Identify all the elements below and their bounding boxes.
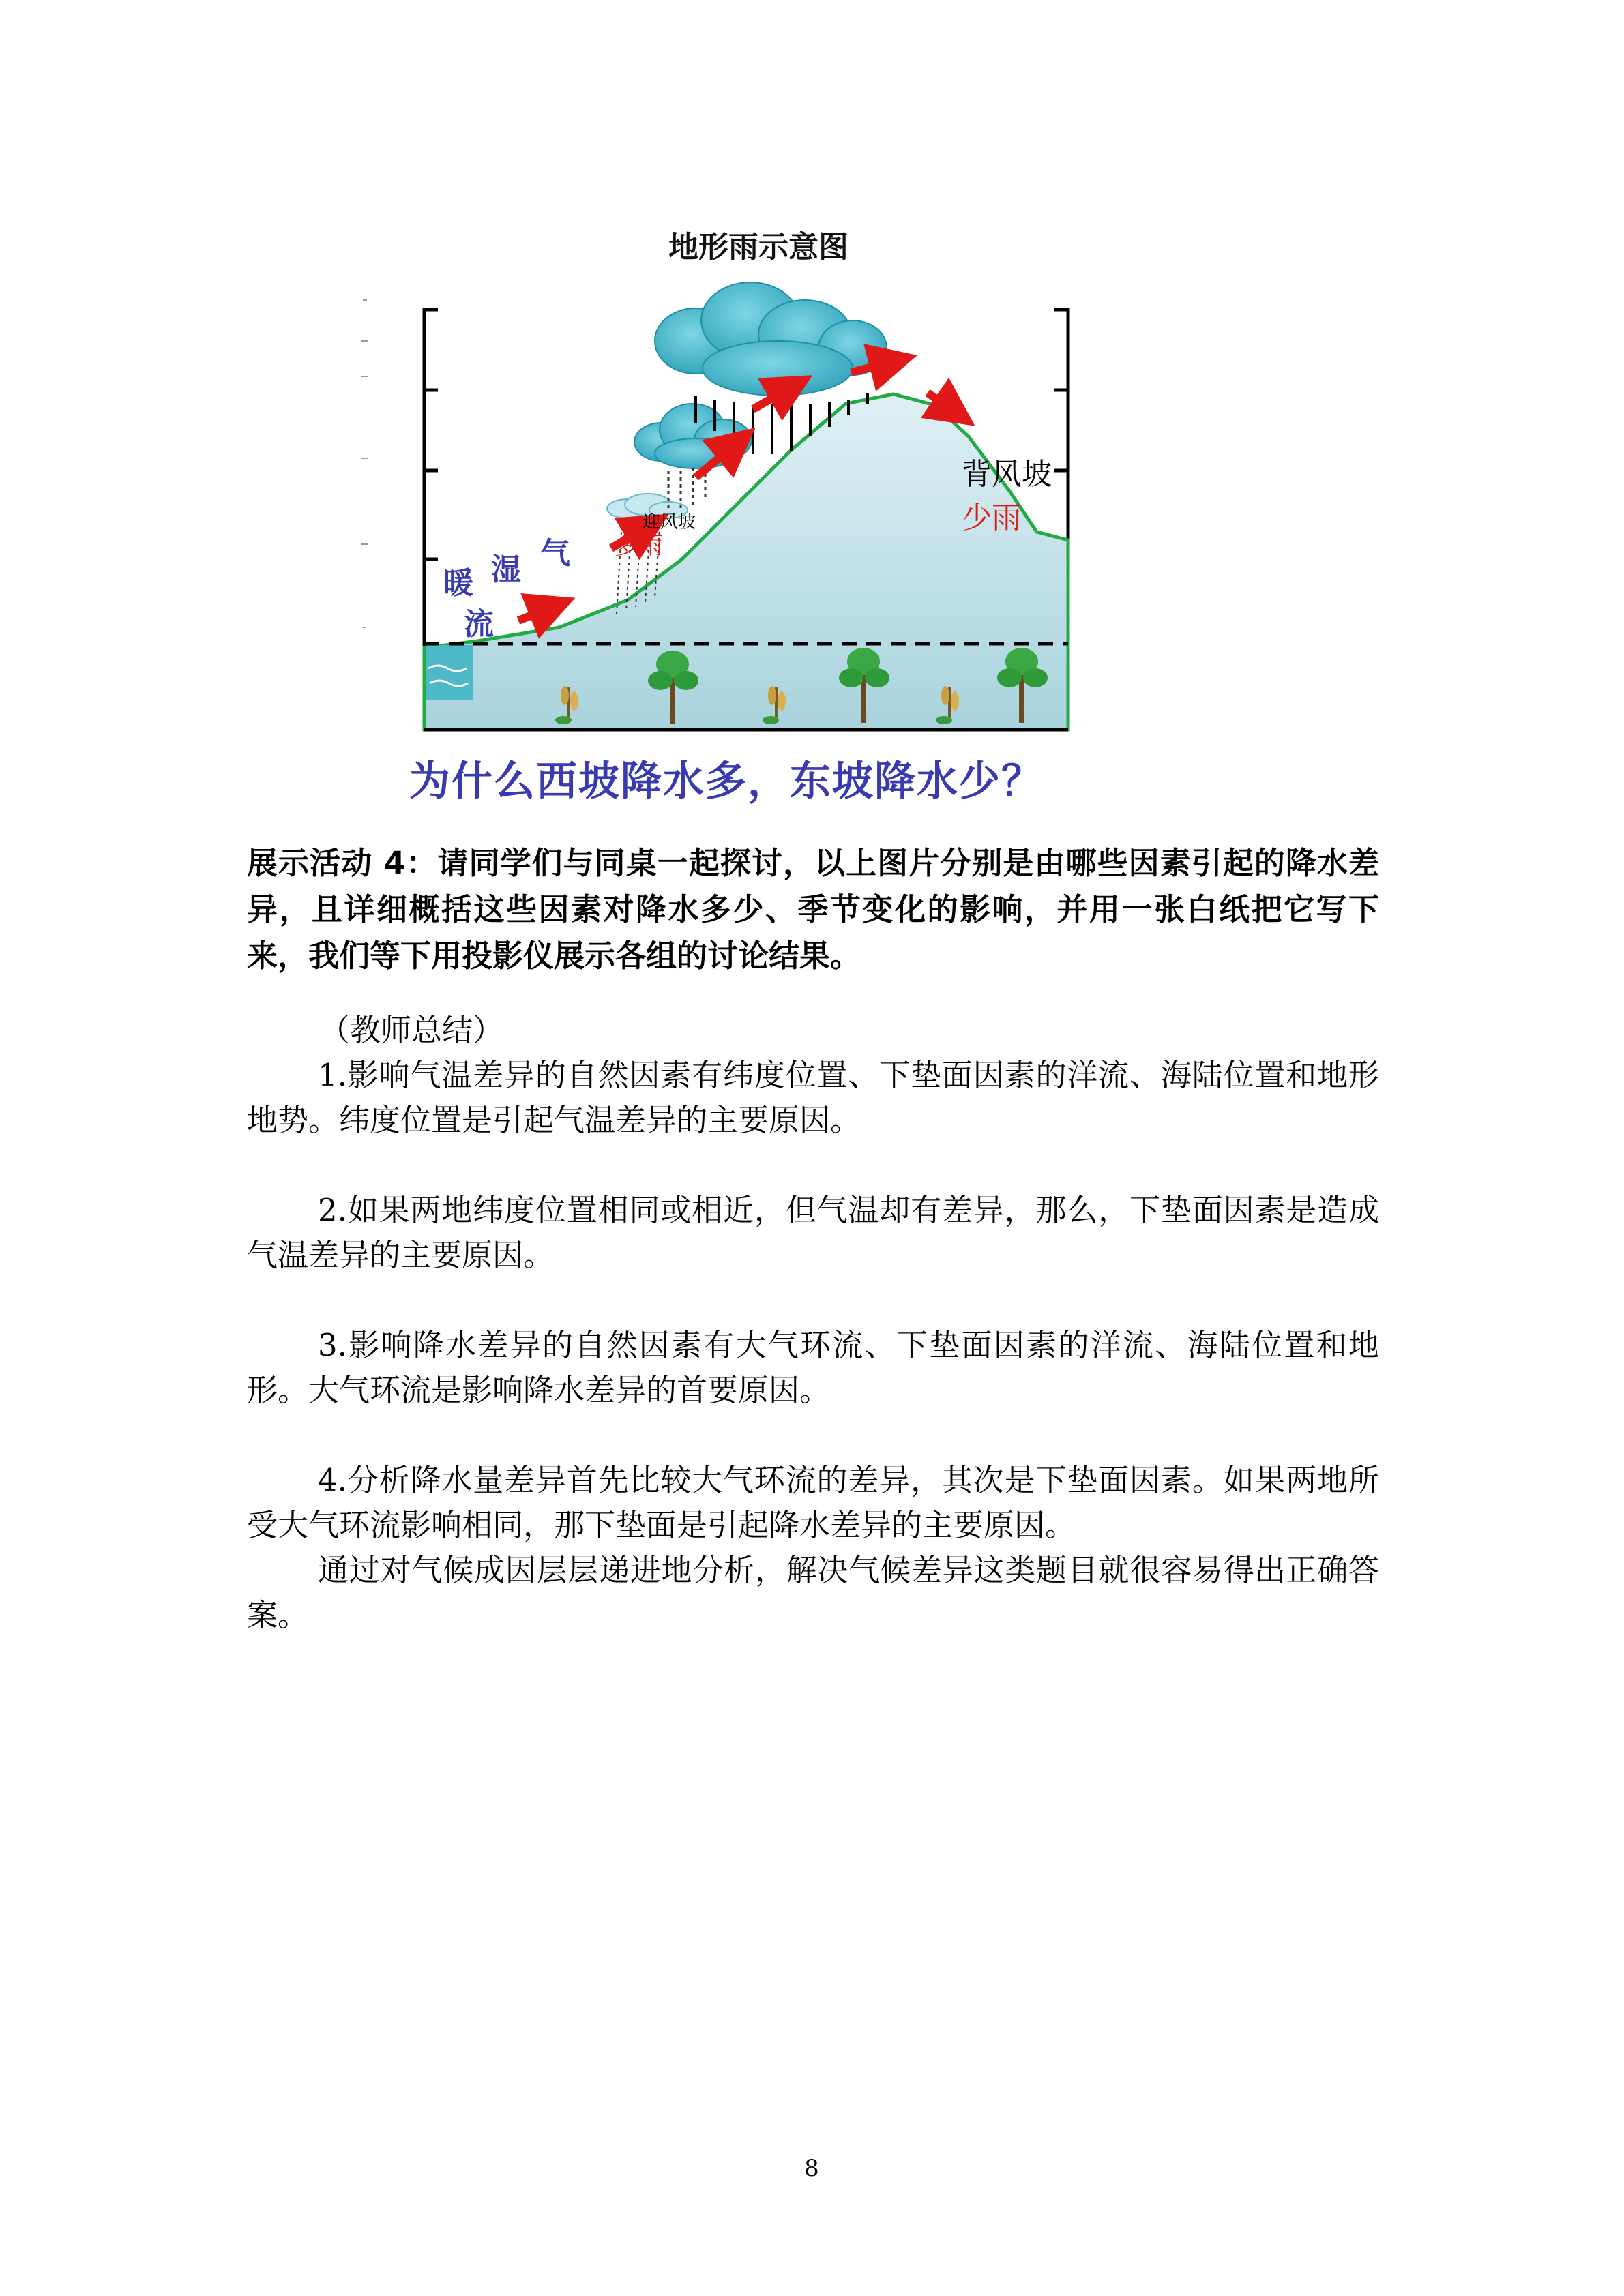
summary-heading: （教师总结）	[319, 1012, 504, 1048]
activity-paragraph: 展示活动 4：请同学们与同桌一起探讨，以上图片分别是由哪些因素引起的降水差异，且详细概括这些因素对降水多少、季节变化的影响，并用一张白纸把它写下来，我们等下用投影仪展示各组的讨论结果。	[247, 845, 1379, 974]
airflow-label-1: 暖	[443, 566, 473, 601]
figure-question: 为什么西坡降水多，东坡降水少？	[409, 758, 1044, 805]
airflow-label-4: 流	[464, 607, 494, 642]
cloud-large	[655, 282, 887, 396]
windward-rain-label: 多雨	[614, 532, 664, 560]
summary-conclusion: 通过对气候成因层层递进地分析，解决气候差异这类题目就很容易得出正确答案。	[247, 1552, 1379, 1633]
summary-point-1: 1.影响气温差异的自然因素有纬度位置、下垫面因素的洋流、海陆位置和地形地势。纬度位置是引起气温差异的主要原因。	[247, 1057, 1379, 1138]
margin-ticks	[361, 300, 368, 627]
figure-title: 地形雨示意图	[668, 230, 848, 265]
orographic-rain-diagram	[355, 259, 1091, 736]
airflow-label-3: 气	[540, 536, 570, 571]
page-number: 8	[804, 2155, 819, 2182]
windward-slope-label: 迎风坡	[643, 512, 696, 533]
leeward-slope-label: 背风坡	[962, 457, 1052, 492]
sea	[426, 645, 473, 700]
summary-point-3: 3.影响降水差异的自然因素有大气环流、下垫面因素的洋流、海陆位置和地形。大气环流是影响降水差异的首要原因。	[247, 1327, 1379, 1408]
leeward-rain-label: 少雨	[962, 501, 1022, 535]
airflow-label-2: 湿	[491, 552, 521, 587]
summary-point-2: 2.如果两地纬度位置相同或相近，但气温却有差异，那么，下垫面因素是造成气温差异的主要原因。	[247, 1192, 1379, 1273]
summary-point-4: 4.分析降水量差异首先比较大气环流的差异，其次是下垫面因素。如果两地所受大气环流影响相同，那下垫面是引起降水差异的主要原因。	[247, 1462, 1379, 1543]
